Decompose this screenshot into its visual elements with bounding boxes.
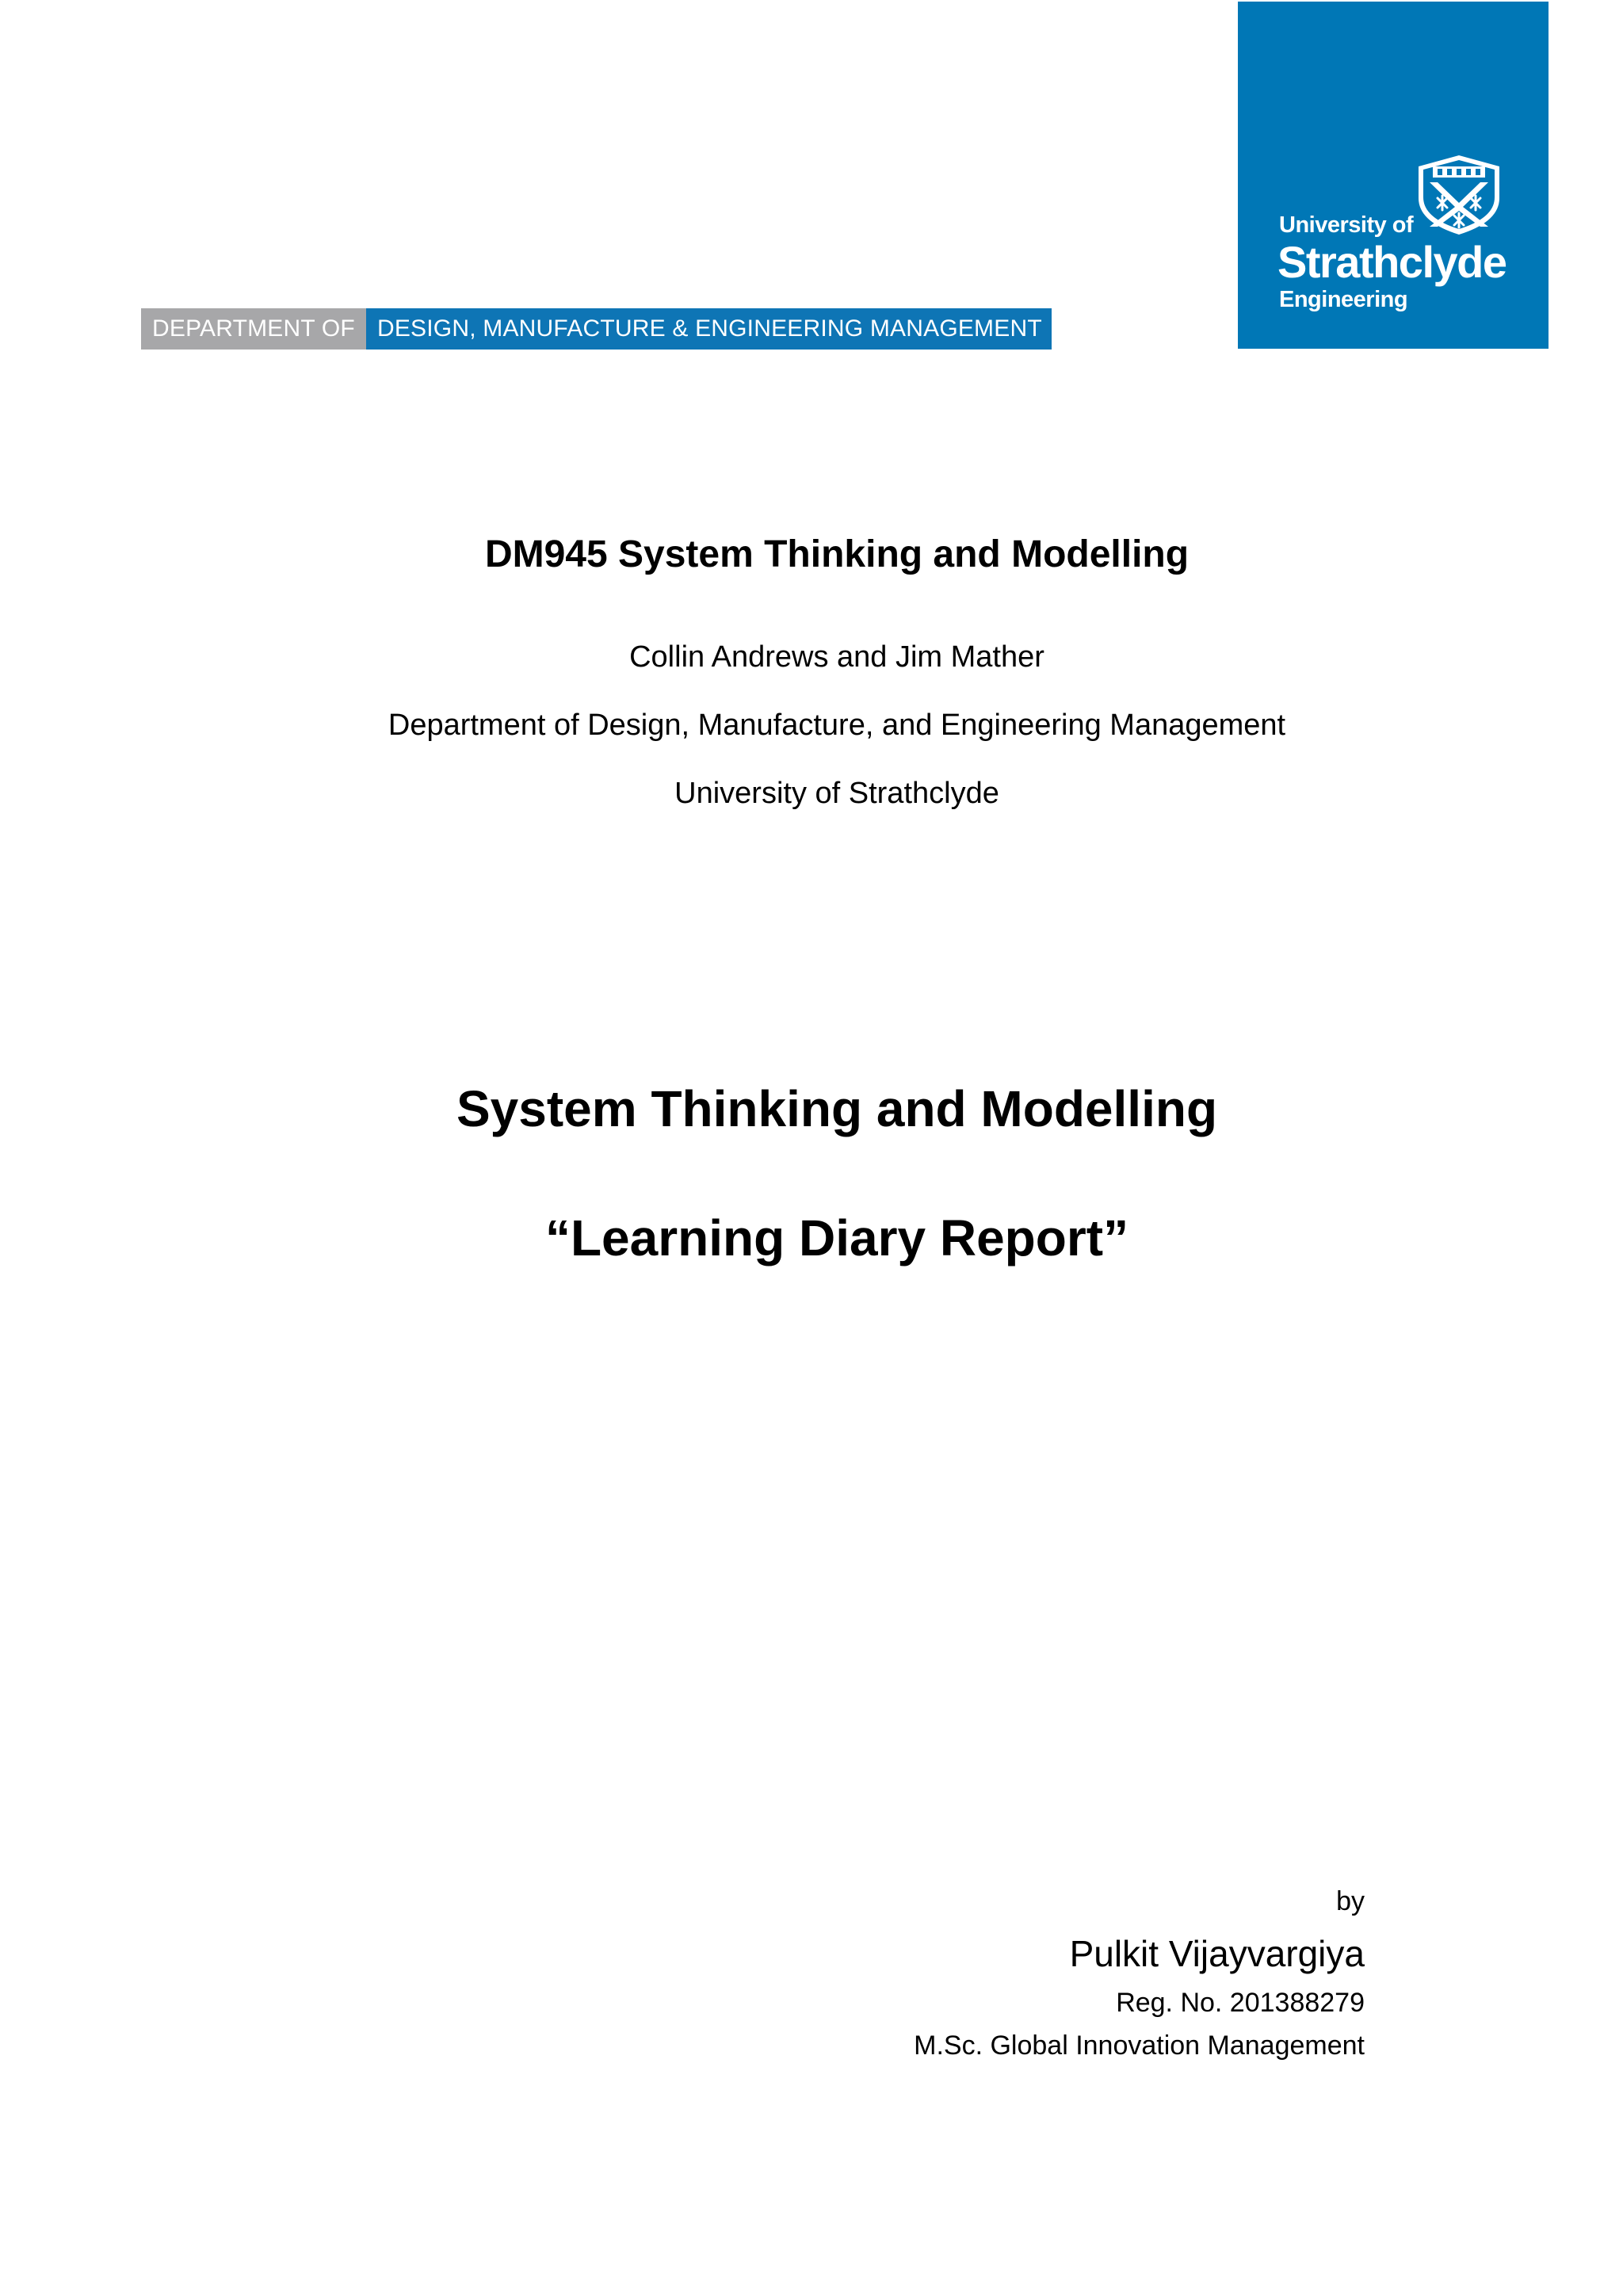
logo-text-engineering: Engineering	[1279, 287, 1408, 312]
registration-number: Reg. No. 201388279	[1116, 1988, 1365, 2018]
logo-text-university-of: University of	[1279, 212, 1414, 238]
department-name: DESIGN, MANUFACTURE & ENGINEERING MANAGEMENT	[366, 308, 1052, 350]
course-department: Department of Design, Manufacture, and Engineering Management	[388, 709, 1286, 742]
report-title: System Thinking and Modelling	[456, 1080, 1218, 1137]
course-lecturers: Collin Andrews and Jim Mather	[629, 640, 1044, 674]
programme-name: M.Sc. Global Innovation Management	[914, 2030, 1365, 2061]
report-subtitle: “Learning Diary Report”	[544, 1209, 1129, 1266]
university-crest-icon	[1412, 152, 1506, 238]
university-logo	[1238, 2, 1549, 349]
department-prefix: DEPARTMENT OF	[141, 308, 366, 350]
course-title: DM945 System Thinking and Modelling	[484, 533, 1190, 575]
department-banner	[141, 308, 1052, 350]
author-name: Pulkit Vijayvargiya	[1069, 1933, 1365, 1974]
by-label: by	[1336, 1886, 1365, 1916]
course-university: University of Strathclyde	[674, 777, 999, 810]
logo-text-strathclyde: Strathclyde	[1277, 237, 1507, 287]
